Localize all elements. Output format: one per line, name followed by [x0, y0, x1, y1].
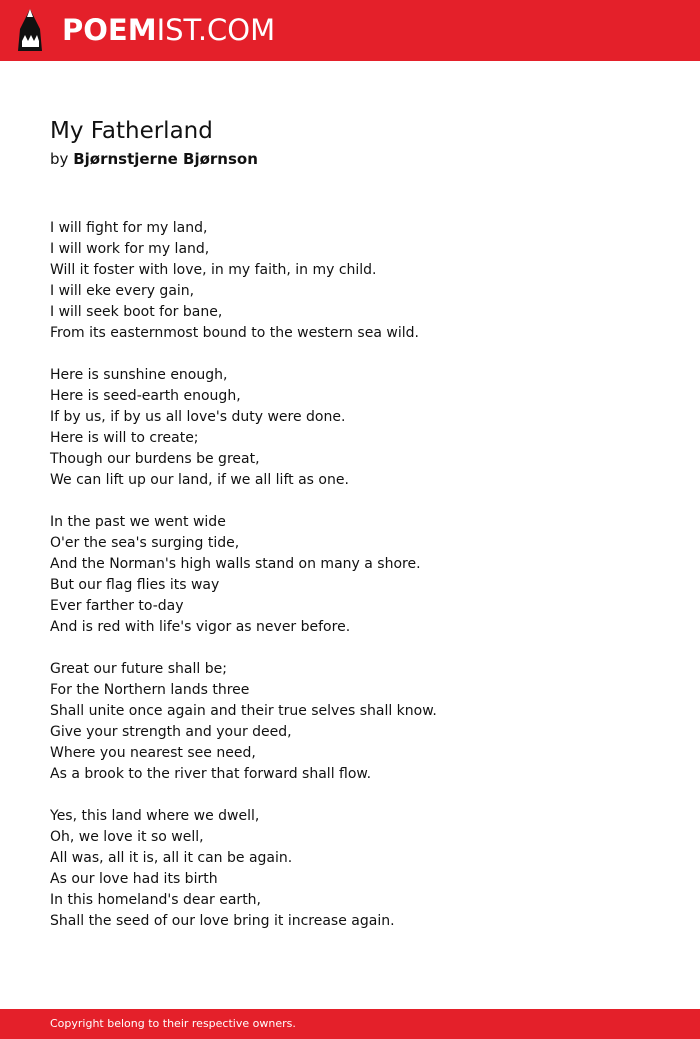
poem-line: In this homeland's dear earth, — [50, 892, 262, 908]
poem-line: Give your strength and your deed, — [50, 724, 292, 740]
poem-line: Oh, we love it so well, — [50, 829, 204, 845]
pencil-icon[interactable] — [18, 9, 42, 51]
poem-line: And the Norman's high walls stand on many a shore. — [50, 556, 421, 572]
poem-line: We can lift up our land, if we all lift as one. — [50, 472, 349, 488]
logo-light-text: IST.COM — [156, 13, 276, 47]
poem-line: Where you nearest see need, — [50, 745, 256, 761]
stanza — [50, 512, 670, 638]
poem-line: I will work for my land, — [50, 241, 210, 257]
poem-line: Great our future shall be; — [50, 661, 227, 677]
poem-body — [50, 218, 670, 953]
poem-line: Ever farther to-day — [50, 598, 184, 614]
poem-line: From its easternmost bound to the western sea wild. — [50, 325, 419, 341]
poem-line: If by us, if by us all love's duty were done. — [50, 409, 346, 425]
stanza — [50, 806, 670, 932]
copyright-notice: Copyright belong to their respective owners. — [50, 1017, 296, 1030]
poem-line: All was, all it is, all it can be again. — [50, 850, 293, 866]
site-logo[interactable] — [62, 12, 275, 48]
poem-line: I will eke every gain, — [50, 283, 195, 299]
poem-line: Here is will to create; — [50, 430, 199, 446]
poem-line: Though our burdens be great, — [50, 451, 260, 467]
poem-line: Shall unite once again and their true selves shall know. — [50, 703, 437, 719]
poem-title: My Fatherland — [50, 118, 213, 144]
poem-author: Bjørnstjerne Bjørnson — [73, 150, 258, 168]
poem-line: As a brook to the river that forward shall flow. — [50, 766, 372, 782]
site-footer — [0, 1009, 700, 1039]
byline — [50, 149, 258, 169]
poem-line: As our love had its birth — [50, 871, 218, 887]
poem-line: Here is seed-earth enough, — [50, 388, 241, 404]
poem-line: Here is sunshine enough, — [50, 367, 228, 383]
poem-line: Will it foster with love, in my faith, in my child. — [50, 262, 377, 278]
poem-line: In the past we went wide — [50, 514, 226, 530]
poem-line: But our flag flies its way — [50, 577, 220, 593]
poem-line: For the Northern lands three — [50, 682, 250, 698]
site-header — [0, 0, 700, 61]
poem-line: And is red with life's vigor as never before. — [50, 619, 351, 635]
byline-prefix: by — [50, 150, 69, 168]
logo-bold-text: POEM — [62, 13, 157, 47]
poem-line: I will seek boot for bane, — [50, 304, 223, 320]
stanza — [50, 365, 670, 491]
poem-line: Yes, this land where we dwell, — [50, 808, 260, 824]
poem-line: Shall the seed of our love bring it increase again. — [50, 913, 395, 929]
stanza — [50, 659, 670, 785]
poem-line: O'er the sea's surging tide, — [50, 535, 240, 551]
poem-line: I will fight for my land, — [50, 220, 208, 236]
stanza — [50, 218, 670, 344]
